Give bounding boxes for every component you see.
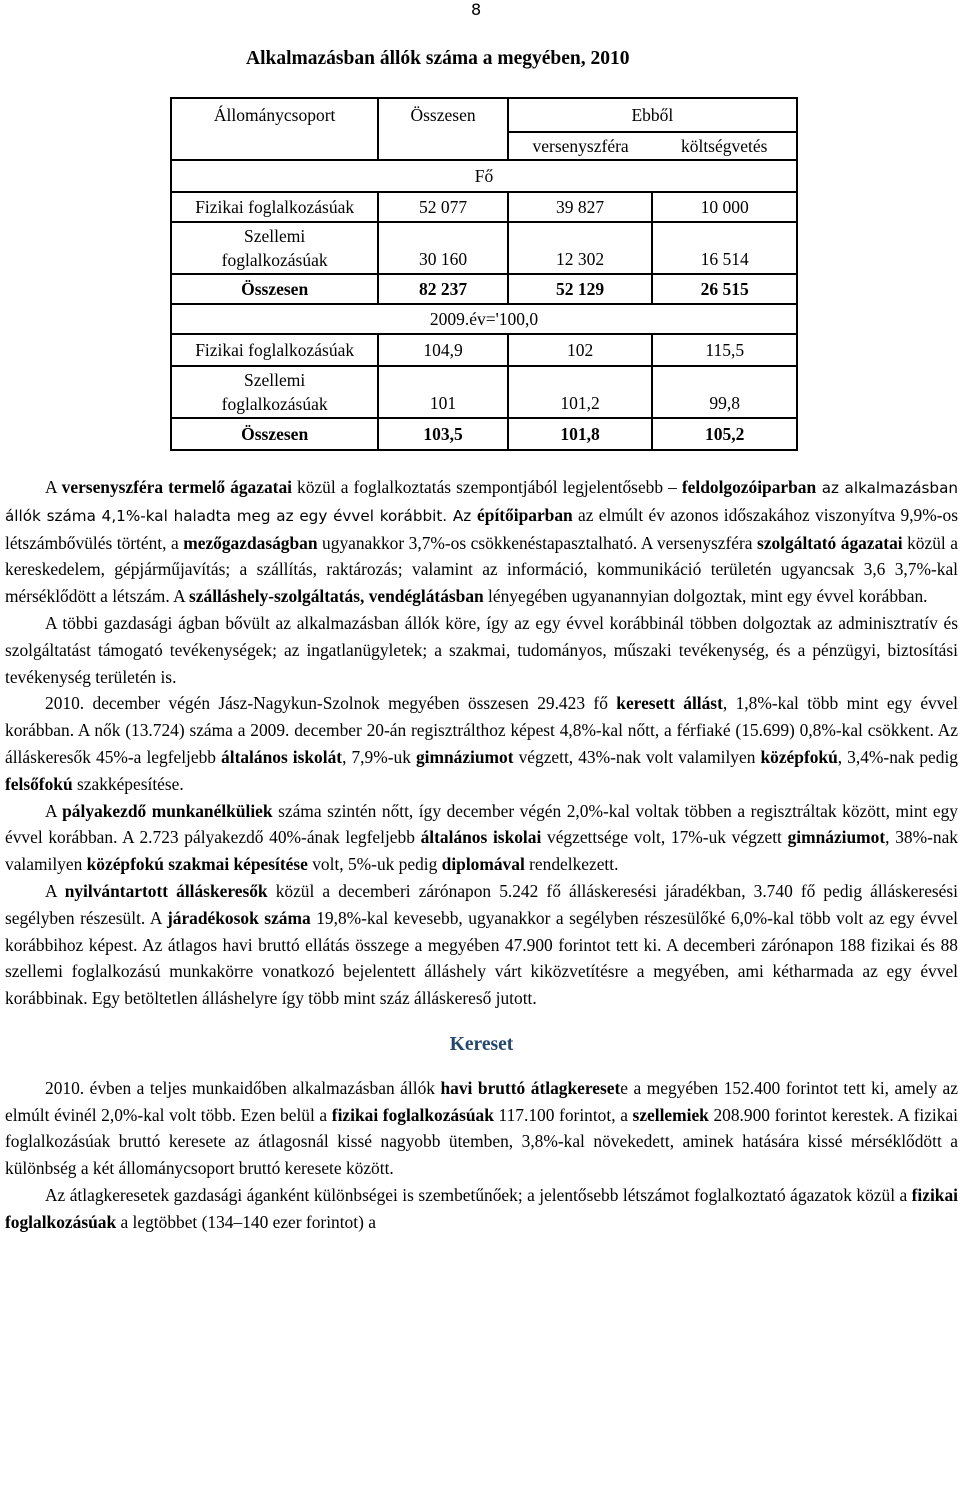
text-bold: általános iskolai	[420, 827, 542, 848]
header-koltsegvetes: költségvetés	[652, 132, 797, 160]
row-label: Fizikai foglalkozásúak	[171, 192, 378, 222]
text-bold: gimnáziumot	[415, 746, 514, 767]
text: lényegében ugyanannyian dolgoztak, mint egy évvel korábban.	[483, 586, 928, 607]
text: e a megyében 152.400 forintot tett ki, amely az elmúlt évinél 2,0%-kal volt több. Ezen belül a	[5, 1077, 958, 1125]
text: , 7,9%-uk	[342, 746, 416, 767]
text: 117.100 forintot, a	[493, 1104, 633, 1125]
cell-versenyszfera: 12 302	[508, 222, 653, 274]
cell-total: 103,5	[378, 418, 508, 450]
cell-koltsegvetes: 105,2	[652, 418, 797, 450]
text-bold: középfokú szakmai képesítése	[86, 854, 308, 875]
header-group: Állománycsoport	[171, 98, 378, 160]
text-bold: fizikai foglalkozásúak	[5, 1184, 958, 1232]
table-row	[171, 192, 797, 222]
text: 2010. december végén Jász-Nagykun-Szolnok megyében összesen 29.423 fő	[45, 693, 617, 714]
header-versenyszfera: versenyszféra	[508, 132, 653, 160]
text: közül a foglalkoztatás szempontjából legjelentősebb –	[291, 477, 682, 497]
header-row	[171, 98, 797, 132]
cell-total: 30 160	[378, 222, 508, 274]
text: ugyanakkor 3,7%-os csökkenéstapasztalható. A versenyszféra	[317, 532, 758, 553]
row-label-line1: Szellemi	[244, 226, 306, 246]
body-text	[5, 474, 958, 1236]
row-label-line2: foglalkozásúak	[221, 250, 328, 270]
cell-koltsegvetes: 16 514	[652, 222, 797, 274]
cell-koltsegvetes: 99,8	[652, 366, 797, 418]
paragraph-atlagkeresetek	[5, 1182, 958, 1236]
row-label	[171, 222, 378, 274]
cell-koltsegvetes: 26 515	[652, 274, 797, 304]
row-label: Összesen	[171, 418, 378, 450]
text: volt, 5%-uk pedig	[307, 854, 442, 875]
text: , 1,8%-kal több mint egy évvel korábban. A nők (13.724) száma a 2009. december 20-án regisztrálthoz képest 4,8%-kal nőtt, a férfiaké (15.699) 0,8%-kal csökkent. Az álláskeresők 45%-a legfeljebb	[5, 693, 958, 767]
cell-koltsegvetes: 115,5	[652, 334, 797, 366]
text: , 38%-nak valamilyen	[5, 827, 958, 875]
cell-total: 52 077	[378, 192, 508, 222]
header-total: Összesen	[378, 98, 508, 160]
cell-total: 101	[378, 366, 508, 418]
paragraph-allaskeresok	[5, 690, 958, 797]
cell-versenyszfera: 102	[508, 334, 653, 366]
paragraph-palyakezdok	[5, 798, 958, 878]
table-row-total	[171, 274, 797, 304]
row-label-line2: foglalkozásúak	[221, 394, 328, 414]
text-bold: építőiparban	[477, 504, 573, 525]
cell-total: 104,9	[378, 334, 508, 366]
heading-kereset: Kereset	[449, 1033, 514, 1055]
table-row	[171, 366, 797, 418]
text: A	[45, 880, 65, 901]
text-bold: szálláshely-szolgáltatás, vendéglátásban	[189, 586, 484, 607]
unit-fo: Fő	[171, 160, 797, 192]
cell-versenyszfera: 39 827	[508, 192, 653, 222]
employment-table	[170, 97, 798, 451]
table-row-total	[171, 418, 797, 450]
text: az alkalmazásban állók száma 4,1%-kal haladta meg az egy évvel korábbit. Az	[5, 479, 958, 525]
text-bold: felsőfokú	[5, 773, 73, 794]
text-bold: szolgáltató ágazatai	[757, 532, 903, 553]
text: száma szintén nőtt, így december végén 2,0%-kal voltak többen a regisztráltak között, mint egy évvel korábban. A 2.723 pályakezdő 40%-ának legfeljebb	[5, 800, 959, 848]
text-bold: versenyszféra termelő ágazatai	[61, 477, 292, 497]
text: A	[45, 800, 63, 821]
text-bold: járadékosok száma	[166, 907, 311, 928]
text-bold: havi bruttó átlagkereset	[440, 1077, 621, 1098]
text: közül a kereskedelem, gépjárműjavítás; a szállítás, raktározás; valamint az információ, kommunikáció területén ugyancsak 3,6 3,7%-kal mérséklődött a létszám. A	[5, 532, 958, 607]
paragraph-kereset	[5, 1075, 958, 1182]
text-bold: gimnáziumot	[787, 827, 886, 848]
text-bold: diplomával	[441, 854, 525, 875]
text: A	[45, 477, 62, 497]
table-title: Alkalmazásban állók száma a megyében, 2010	[246, 48, 630, 69]
cell-versenyszfera: 101,2	[508, 366, 653, 418]
unit-row	[171, 160, 797, 192]
unit-row	[171, 304, 797, 334]
text-bold: nyilvántartott álláskeresők	[64, 880, 268, 901]
text-bold: mezőgazdaságban	[183, 532, 318, 553]
text: a legtöbbet (134–140 ezer forintot) a	[116, 1211, 376, 1232]
text: közül a decemberi zárónapon 5.242 fő álláskeresési járadékban, 3.740 fő pedig álláskeresési segélyben részesült. A	[5, 880, 959, 928]
text: rendelkezett.	[524, 854, 619, 875]
text-bold: fizikai foglalkozásúak	[331, 1104, 494, 1125]
text: 2010. évben a teljes munkaidőben alkalmazásban állók	[45, 1077, 441, 1098]
row-label	[171, 366, 378, 418]
row-label: Összesen	[171, 274, 378, 304]
unit-index: 2009.év='100,0	[171, 304, 797, 334]
cell-versenyszfera: 52 129	[508, 274, 653, 304]
table-row	[171, 334, 797, 366]
text-bold: középfokú	[760, 746, 838, 767]
text: végzett, 43%-nak volt valamilyen	[513, 746, 761, 767]
text-bold: általános iskolát	[221, 746, 343, 767]
text: az elmúlt év azonos időszakához viszonyítva 9,9%-os létszámbővülés történt, a	[5, 504, 958, 553]
cell-total: 82 237	[378, 274, 508, 304]
header-ebbol: Ebből	[508, 98, 797, 132]
paragraph-nyilvantartott	[5, 878, 958, 1012]
row-label: Fizikai foglalkozásúak	[171, 334, 378, 366]
text: szakképesítése.	[72, 773, 184, 794]
page-number: 8	[471, 0, 482, 19]
table-row	[171, 222, 797, 274]
paragraph-versenyszfera	[5, 474, 958, 610]
text-bold: pályakezdő munkanélküliek	[62, 800, 273, 821]
text: , 3,4%-nak pedig	[837, 746, 959, 767]
cell-koltsegvetes: 10 000	[652, 192, 797, 222]
row-label-line1: Szellemi	[244, 370, 306, 390]
paragraph-tobbi-agazat: A többi gazdasági ágban bővült az alkalmazásban állók köre, így az egy évvel korábbinál többen dolgoztak az adminisztratív és szolgáltatást támogató tevékenységek; az ingatlanügyletek; a szakmai, tudományos, műszaki tevékenység, és a pénzügyi, biztosítási tevékenység területén is.	[5, 612, 958, 687]
text: 19,8%-kal kevesebb, ugyanakkor a segélyben részesülőké 6,0%-kal több volt az egy évvel korábbihoz képest. Az átlagos havi bruttó ellátás összege a megyében 47.900 forintot tett ki. A decemberi zárónapon 188 fizikai és 88 szellemi foglalkozású munkakörre vonatkozó bejelentett álláshely várt kiközvetítésre a megyében, ami kétharmada az egy évvel korábbinak. Egy betöltetlen álláshelyre így több mint száz álláskereső jutott.	[5, 907, 958, 1009]
text-bold: keresett állást	[616, 693, 723, 714]
text: Az átlagkeresetek gazdasági áganként különbségei is szembetűnőek; a jelentősebb létszámot foglalkoztató ágazatok közül a	[45, 1184, 912, 1205]
text: végzettsége volt, 17%-uk végzett	[541, 827, 788, 848]
text-bold: feldolgozóiparban	[681, 477, 817, 497]
cell-versenyszfera: 101,8	[508, 418, 653, 450]
text-bold: szellemiek	[632, 1104, 709, 1125]
text: 208.900 forintot kerestek. A fizikai foglalkozásúak bruttó keresete az átlagosnál kissé nagyobb ütemben, 3,8%-kal növekedett, aminek hatására kissé mérséklődött a különbség a két állománycsoport bruttó keresete között.	[5, 1104, 959, 1179]
